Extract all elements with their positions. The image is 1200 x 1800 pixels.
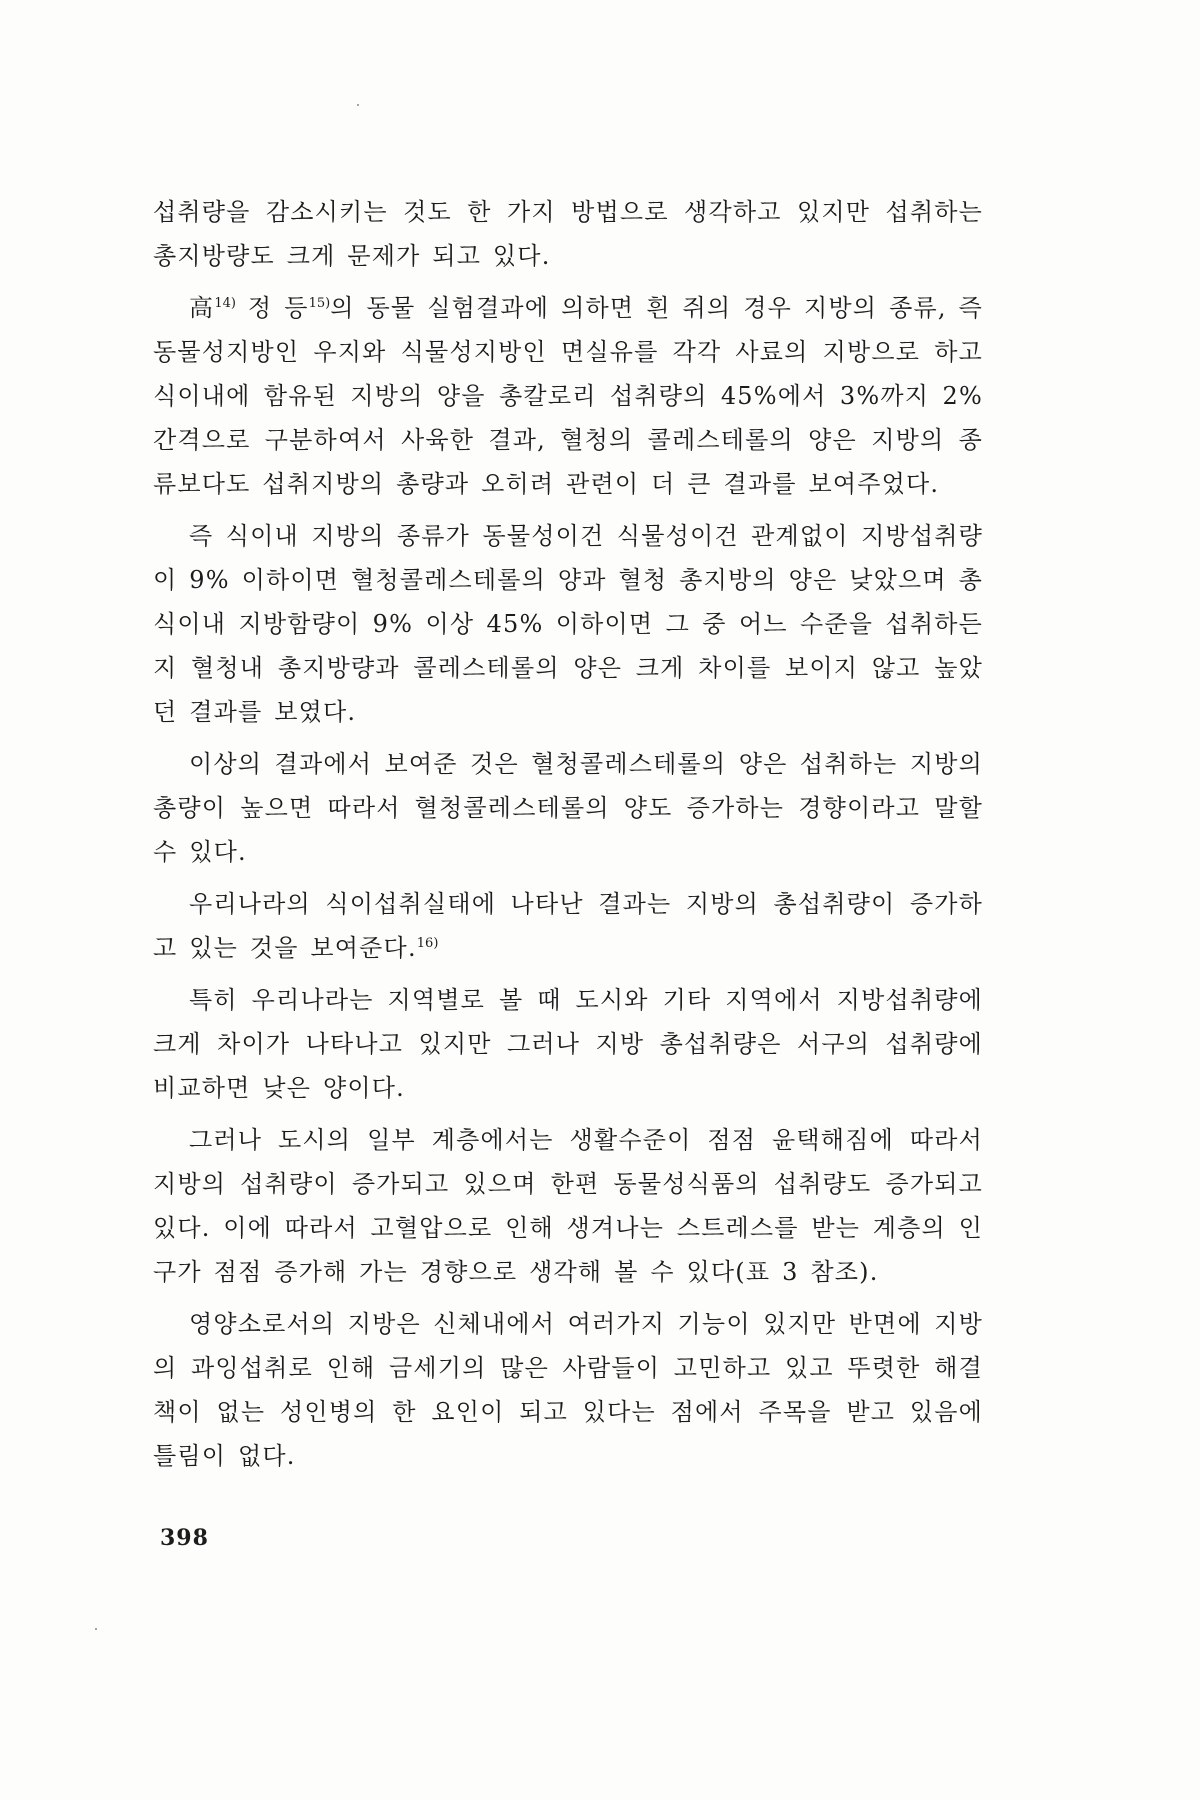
body-text [153,190,983,1478]
paragraph [153,1302,983,1478]
scan-speck [357,104,359,106]
text-run: 즉 식이내 지방의 종류가 동물성이건 식물성이건 관계없이 지방섭취량이 9% 이하이면 혈청콜레스테롤의 양과 혈청 총지방의 양은 낮았으며 총 식이내 지방함량이 9% 이상 45% 이하이면 그 중 어느 수준을 섭취하든지 혈청내 총지방량과 콜레스테롤의 양은 크게 차이를 보이지 않고 높았던 결과를 보였다. [153,522,983,726]
text-run: 그러나 도시의 일부 계층에서는 생활수준이 점점 윤택해짐에 따라서 지방의 섭취량이 증가되고 있으며 한편 동물성식품의 섭취량도 증가되고 있다. 이에 따라서 고혈압으로 인해 생겨나는 스트레스를 받는 계층의 인구가 점점 증가해 가는 경향으로 생각해 볼 수 있다(표 3 참조). [153,1126,983,1286]
text-run: 의 동물 실험결과에 의하면 흰 쥐의 경우 지방의 종류, 즉 동물성지방인 우지와 식물성지방인 면실유를 각각 사료의 지방으로 하고 식이내에 함유된 지방의 양을 총칼로리 섭취량의 45%에서 3%까지 2% 간격으로 구분하여서 사육한 결과, 혈청의 콜레스테롤의 양은 지방의 종류보다도 섭취지방의 총량과 오히려 관련이 더 큰 결과를 보여주었다. [153,294,983,498]
text-run: 高 [189,294,215,322]
footnote-reference: 15) [308,296,331,311]
text-run: 우리나라의 식이섭취실태에 나타난 결과는 지방의 총섭취량이 증가하고 있는 것을 보여준다. [153,890,983,962]
text-run: 특히 우리나라는 지역별로 볼 때 도시와 기타 지역에서 지방섭취량에 크게 차이가 나타나고 있지만 그러나 지방 총섭취량은 서구의 섭취량에 비교하면 낮은 양이다. [153,986,983,1102]
paragraph [153,286,983,506]
paragraph [153,742,983,874]
page-number: 398 [160,1525,209,1551]
paragraph [153,882,983,970]
paragraph [153,514,983,734]
paragraph [153,1118,983,1294]
footnote-reference: 16) [416,936,439,951]
text-run: 영양소로서의 지방은 신체내에서 여러가지 기능이 있지만 반면에 지방의 과잉섭취로 인해 금세기의 많은 사람들이 고민하고 있고 뚜렷한 해결책이 없는 성인병의 한 요인이 되고 있다는 점에서 주목을 받고 있음에 틀림이 없다. [153,1310,983,1470]
paragraph [153,978,983,1110]
footnote-reference: 14) [214,296,236,311]
text-run: 이상의 결과에서 보여준 것은 혈청콜레스테롤의 양은 섭취하는 지방의 총량이 높으면 따라서 혈청콜레스테롤의 양도 증가하는 경향이라고 말할 수 있다. [153,750,983,866]
scan-speck [95,1628,97,1630]
paragraph [153,190,983,278]
text-run: 정 등 [235,294,309,322]
text-run: 섭취량을 감소시키는 것도 한 가지 방법으로 생각하고 있지만 섭취하는 총지방량도 크게 문제가 되고 있다. [153,198,983,270]
